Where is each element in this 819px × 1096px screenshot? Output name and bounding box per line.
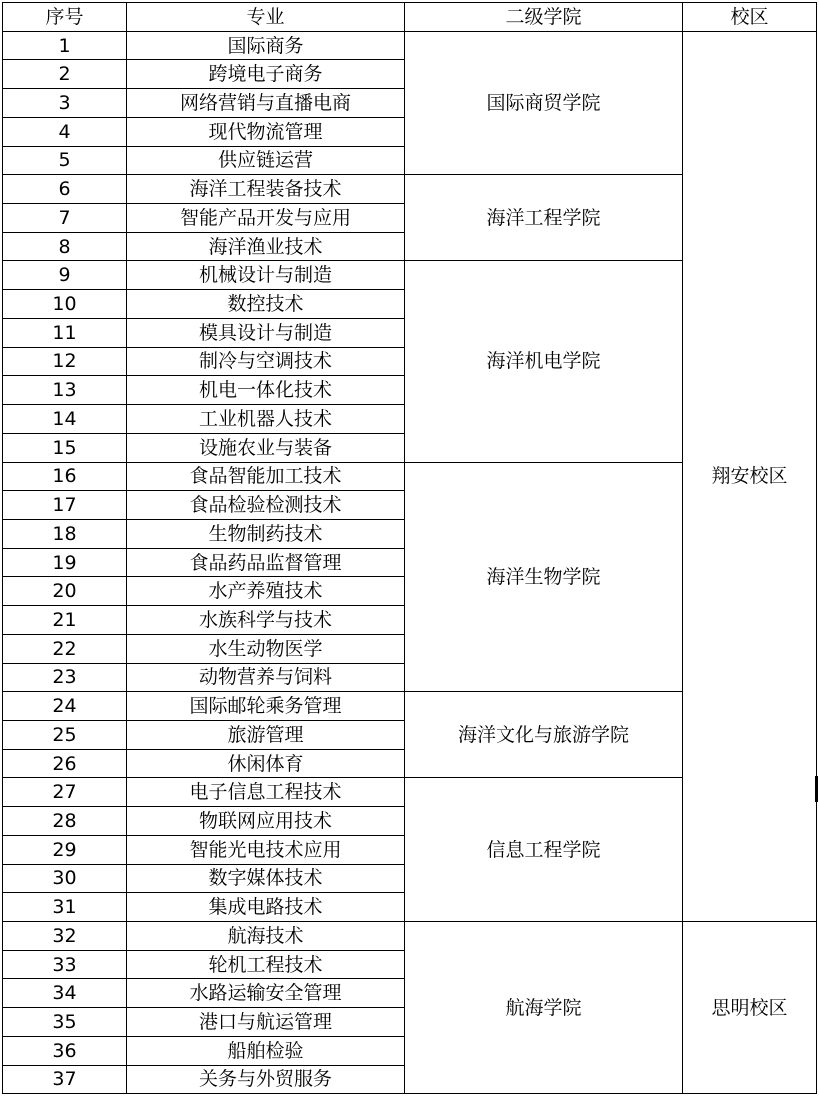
header-major: 专业 — [127, 3, 405, 32]
row-major: 水产养殖技术 — [127, 577, 405, 606]
row-index: 24 — [3, 692, 127, 721]
table-row — [3, 922, 817, 951]
row-major: 智能产品开发与应用 — [127, 204, 405, 233]
row-index: 3 — [3, 89, 127, 118]
row-index: 8 — [3, 232, 127, 261]
row-index: 23 — [3, 663, 127, 692]
row-index: 2 — [3, 60, 127, 89]
row-major: 食品智能加工技术 — [127, 462, 405, 491]
row-index: 36 — [3, 1036, 127, 1065]
row-major: 休闲体育 — [127, 749, 405, 778]
row-index: 33 — [3, 950, 127, 979]
row-index: 17 — [3, 491, 127, 520]
table-body — [3, 31, 817, 1094]
row-index: 37 — [3, 1065, 127, 1094]
table-row — [3, 31, 817, 60]
row-major: 数控技术 — [127, 290, 405, 319]
row-index: 10 — [3, 290, 127, 319]
row-index: 29 — [3, 835, 127, 864]
row-index: 35 — [3, 1008, 127, 1037]
row-major: 动物营养与饲料 — [127, 663, 405, 692]
header-campus: 校区 — [683, 3, 817, 32]
row-major: 供应链运营 — [127, 146, 405, 175]
row-major: 机电一体化技术 — [127, 376, 405, 405]
row-index: 4 — [3, 117, 127, 146]
college-cell: 海洋工程学院 — [405, 175, 683, 261]
campus-cell: 翔安校区 — [683, 31, 817, 921]
row-index: 1 — [3, 31, 127, 60]
row-major: 机械设计与制造 — [127, 261, 405, 290]
row-major: 水生动物医学 — [127, 634, 405, 663]
college-cell: 海洋生物学院 — [405, 462, 683, 692]
row-major: 模具设计与制造 — [127, 318, 405, 347]
row-major: 集成电路技术 — [127, 893, 405, 922]
row-major: 国际邮轮乘务管理 — [127, 692, 405, 721]
row-index: 34 — [3, 979, 127, 1008]
row-index: 19 — [3, 548, 127, 577]
row-major: 数字媒体技术 — [127, 864, 405, 893]
row-major: 船舶检验 — [127, 1036, 405, 1065]
row-index: 27 — [3, 778, 127, 807]
row-index: 11 — [3, 318, 127, 347]
row-index: 22 — [3, 634, 127, 663]
edge-mark — [815, 776, 818, 802]
college-cell: 海洋机电学院 — [405, 261, 683, 462]
campus-cell: 思明校区 — [683, 922, 817, 1094]
row-major: 海洋渔业技术 — [127, 232, 405, 261]
college-cell: 信息工程学院 — [405, 778, 683, 922]
row-major: 电子信息工程技术 — [127, 778, 405, 807]
row-index: 12 — [3, 347, 127, 376]
row-index: 13 — [3, 376, 127, 405]
row-major: 工业机器人技术 — [127, 405, 405, 434]
college-cell: 海洋文化与旅游学院 — [405, 692, 683, 778]
college-cell: 航海学院 — [405, 922, 683, 1094]
row-major: 水族科学与技术 — [127, 606, 405, 635]
row-major: 航海技术 — [127, 922, 405, 951]
row-index: 14 — [3, 405, 127, 434]
header-row — [3, 3, 817, 32]
row-index: 6 — [3, 175, 127, 204]
row-major: 水路运输安全管理 — [127, 979, 405, 1008]
row-major: 现代物流管理 — [127, 117, 405, 146]
row-index: 20 — [3, 577, 127, 606]
row-major: 轮机工程技术 — [127, 950, 405, 979]
row-index: 32 — [3, 922, 127, 951]
row-major: 网络营销与直播电商 — [127, 89, 405, 118]
row-index: 26 — [3, 749, 127, 778]
row-major: 海洋工程装备技术 — [127, 175, 405, 204]
header-index: 序号 — [3, 3, 127, 32]
row-major: 旅游管理 — [127, 720, 405, 749]
row-index: 16 — [3, 462, 127, 491]
row-major: 国际商务 — [127, 31, 405, 60]
row-index: 28 — [3, 807, 127, 836]
row-index: 30 — [3, 864, 127, 893]
header-college: 二级学院 — [405, 3, 683, 32]
row-index: 31 — [3, 893, 127, 922]
row-index: 7 — [3, 204, 127, 233]
row-major: 关务与外贸服务 — [127, 1065, 405, 1094]
row-index: 18 — [3, 519, 127, 548]
row-major: 港口与航运管理 — [127, 1008, 405, 1037]
row-major: 生物制药技术 — [127, 519, 405, 548]
majors-table — [2, 2, 817, 1094]
row-index: 21 — [3, 606, 127, 635]
row-major: 智能光电技术应用 — [127, 835, 405, 864]
row-major: 物联网应用技术 — [127, 807, 405, 836]
row-major: 食品药品监督管理 — [127, 548, 405, 577]
row-index: 5 — [3, 146, 127, 175]
row-major: 跨境电子商务 — [127, 60, 405, 89]
row-index: 15 — [3, 433, 127, 462]
row-major: 制冷与空调技术 — [127, 347, 405, 376]
row-index: 9 — [3, 261, 127, 290]
college-cell: 国际商贸学院 — [405, 31, 683, 175]
row-major: 设施农业与装备 — [127, 433, 405, 462]
row-major: 食品检验检测技术 — [127, 491, 405, 520]
row-index: 25 — [3, 720, 127, 749]
